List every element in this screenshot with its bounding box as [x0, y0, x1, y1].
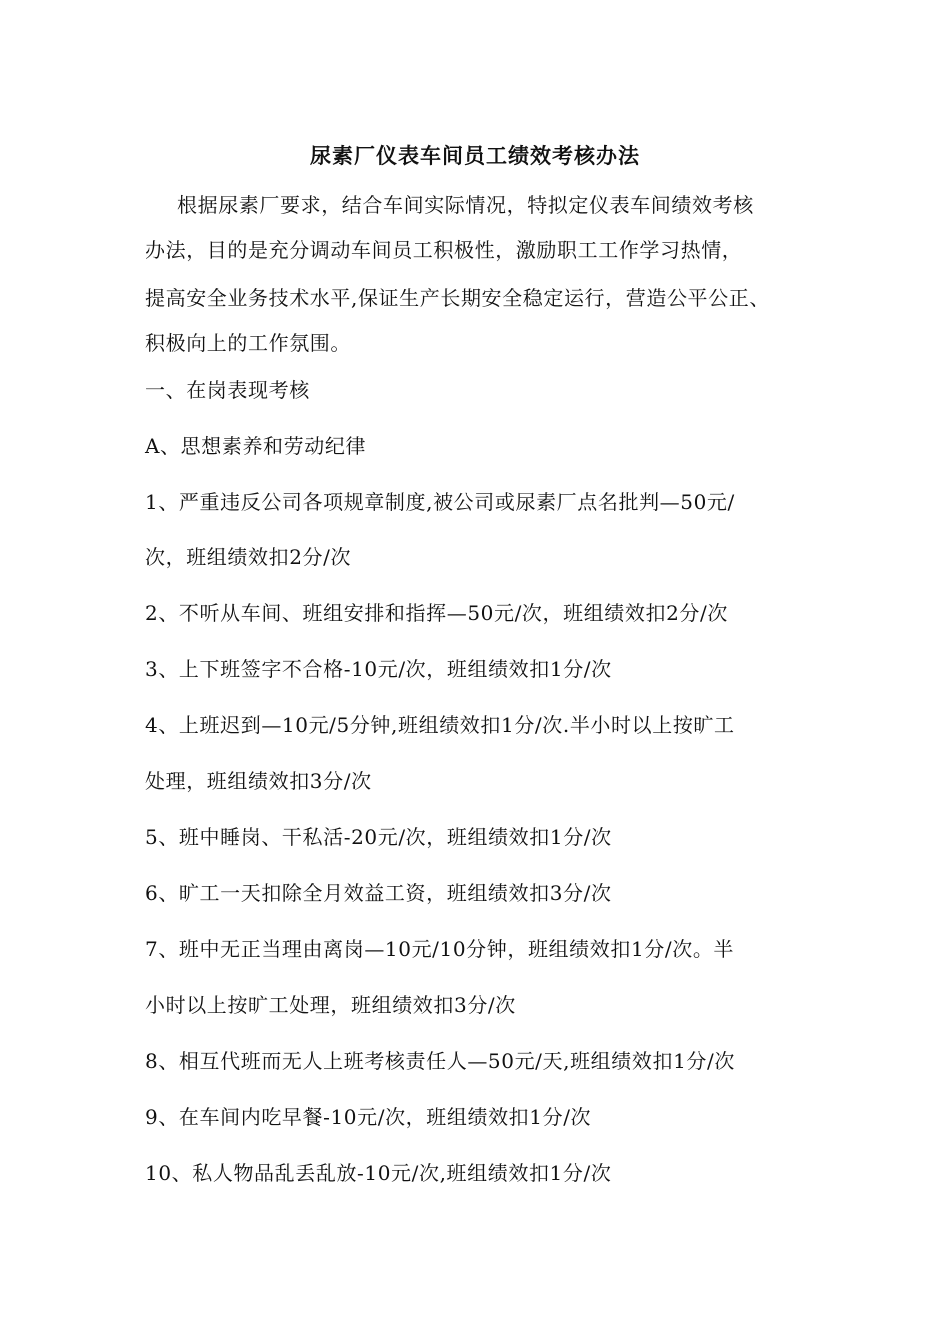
list-item-line: 10、私人物品乱丢乱放-10元/次,班组绩效扣1分/次: [145, 1161, 612, 1185]
subsection-heading: A、思想素养和劳动纪律: [145, 434, 367, 458]
list-item-line: 6、旷工一天扣除全月效益工资，班组绩效扣3分/次: [145, 881, 612, 905]
intro-line-4: 积极向上的工作氛围。: [145, 331, 351, 355]
section-heading: 一、在岗表现考核: [145, 378, 310, 402]
list-item-line: 小时以上按旷工处理，班组绩效扣3分/次: [145, 993, 516, 1017]
list-item-line: 2、不听从车间、班组安排和指挥—50元/次，班组绩效扣2分/次: [145, 601, 728, 625]
list-item-line: 4、上班迟到—10元/5分钟,班组绩效扣1分/次.半小时以上按旷工: [145, 713, 735, 737]
list-item-line: 5、班中睡岗、干私活-20元/次，班组绩效扣1分/次: [145, 825, 612, 849]
intro-line-3: 提高安全业务技术水平,保证生产长期安全稳定运行，营造公平公正、: [145, 286, 770, 310]
document-title: 尿素厂仪表车间员工绩效考核办法: [310, 143, 640, 168]
list-item-line: 次，班组绩效扣2分/次: [145, 545, 352, 569]
list-item-line: 7、班中无正当理由离岗—10元/10分钟，班组绩效扣1分/次。半: [145, 937, 735, 961]
list-item-line: 1、严重违反公司各项规章制度,被公司或尿素厂点名批判—50元/: [145, 490, 735, 514]
list-item-line: 9、在车间内吃早餐-10元/次，班组绩效扣1分/次: [145, 1105, 592, 1129]
intro-line-1: 根据尿素厂要求，结合车间实际情况，特拟定仪表车间绩效考核: [177, 193, 754, 217]
list-item-line: 3、上下班签字不合格-10元/次，班组绩效扣1分/次: [145, 657, 612, 681]
intro-line-2: 办法，目的是充分调动车间员工积极性，激励职工工作学习热情，: [145, 238, 743, 262]
list-item-line: 处理，班组绩效扣3分/次: [145, 769, 372, 793]
list-item-line: 8、相互代班而无人上班考核责任人—50元/天,班组绩效扣1分/次: [145, 1049, 735, 1073]
